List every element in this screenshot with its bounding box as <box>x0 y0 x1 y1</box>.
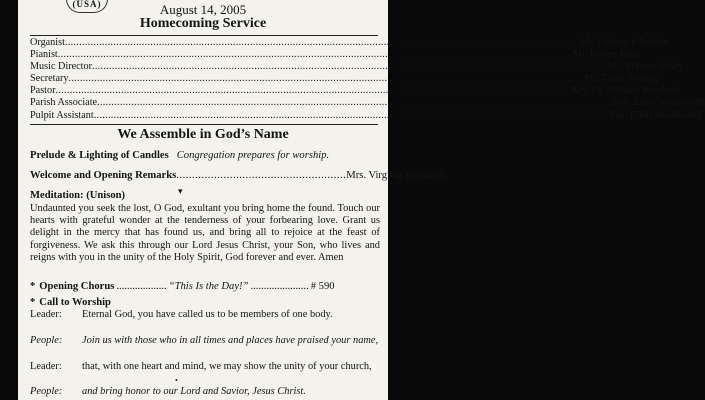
roles-list <box>30 35 705 125</box>
meditation-line <box>30 190 378 201</box>
prelude-label: Prelude & Lighting of Candles <box>30 150 169 161</box>
litany-speaker: Leader: <box>30 309 62 320</box>
leader-dots <box>58 49 573 61</box>
welcome-name: Mrs. Virginia Reinhold <box>346 170 445 181</box>
role-label: Pianist <box>30 49 58 61</box>
role-name: Rev. Ellen Woodworth <box>608 109 702 121</box>
role-row <box>30 37 669 49</box>
welcome-line <box>30 170 445 181</box>
litany-text: Eternal God, you have called us to be members of one body. <box>82 309 333 320</box>
role-name: Rev. Dr. William Reinhold <box>570 85 680 97</box>
service-date: August 14, 2005 <box>159 2 247 17</box>
bulletin-page <box>18 0 705 400</box>
role-name: Mr. Frederick Bolden <box>580 37 669 48</box>
litany-speaker: People: <box>30 335 63 346</box>
role-row <box>30 85 680 97</box>
role-label: Pastor <box>30 85 56 97</box>
call-to-worship-line <box>30 297 378 308</box>
chorus-bullet: * <box>30 281 36 292</box>
role-row <box>30 97 705 109</box>
meditation-text: Undaunted you seek the lost, O God, exultant you bring home the found. Touch our hearts with grateful wonder at the tenderness of your forbearing love. Grant us delight in the mercy that has found us, and bring all to rejoice at the feast of forgiveness. We ask this through our Lord Jesus Christ, your Son, who lives and reigns with you in the unity of the Holy Spirit, God forever and ever. Amen <box>30 203 380 263</box>
stray-mark: • <box>175 376 178 385</box>
role-label: Pulpit Assistant <box>30 109 94 121</box>
litany-text: that, with one heart and mind, we may show the unity of your church, <box>82 361 372 372</box>
leader-dots <box>97 97 612 109</box>
role-label: Parish Associate <box>30 97 98 109</box>
role-label: Organist <box>30 37 65 48</box>
leader-dots <box>65 37 580 49</box>
litany-speaker: People: <box>30 386 63 397</box>
litany-text: Join us with those who in all times and places have praised your name, <box>82 335 379 346</box>
leader-dots: ...................................................... <box>176 170 347 181</box>
church-logo: (USA) <box>66 0 108 13</box>
chorus-number: # 590 <box>310 281 335 292</box>
call-label: Call to Worship <box>39 297 111 308</box>
chorus-label: Opening Chorus <box>39 281 115 292</box>
role-name: Rev. Ellen Woodworth <box>612 97 705 109</box>
leader-dots <box>55 85 570 97</box>
meditation-label: Meditation: (Unison) <box>30 190 126 201</box>
litany-speaker: Leader: <box>30 361 62 372</box>
service-title: Homecoming Service <box>139 16 267 31</box>
leader-dots <box>116 281 166 292</box>
litany-line <box>30 335 380 347</box>
leader-dots <box>250 281 308 292</box>
role-label: Secretary <box>30 73 69 85</box>
prelude-note: Congregation prepares for worship. <box>176 150 330 161</box>
stray-mark: ▾ <box>178 186 183 196</box>
litany-line <box>30 386 380 398</box>
litany-line <box>30 361 380 373</box>
call-bullet: * <box>30 297 36 308</box>
opening-chorus-line <box>30 281 378 292</box>
leader-dots <box>92 61 607 73</box>
litany-text: and bring honor to our Lord and Savior, Jesus Christ. <box>82 386 306 397</box>
role-label: Music Director <box>30 61 92 73</box>
prelude-line <box>30 150 378 161</box>
role-name: Mr. Robert Hale <box>573 49 640 61</box>
chorus-title: “This Is the Day!” <box>168 281 249 292</box>
welcome-label: Welcome and Opening Remarks <box>30 170 177 181</box>
litany-line <box>30 309 380 321</box>
role-name: Ms. Maxine Wiley <box>607 61 684 73</box>
role-name: Mr. Thom Witting <box>583 73 658 85</box>
role-row <box>30 109 702 122</box>
role-row <box>30 73 658 85</box>
leader-dots <box>68 73 583 85</box>
role-row <box>30 61 684 73</box>
section-heading: We Assemble in God’s Name <box>117 127 289 142</box>
role-row <box>30 49 640 61</box>
leader-dots <box>94 110 609 122</box>
